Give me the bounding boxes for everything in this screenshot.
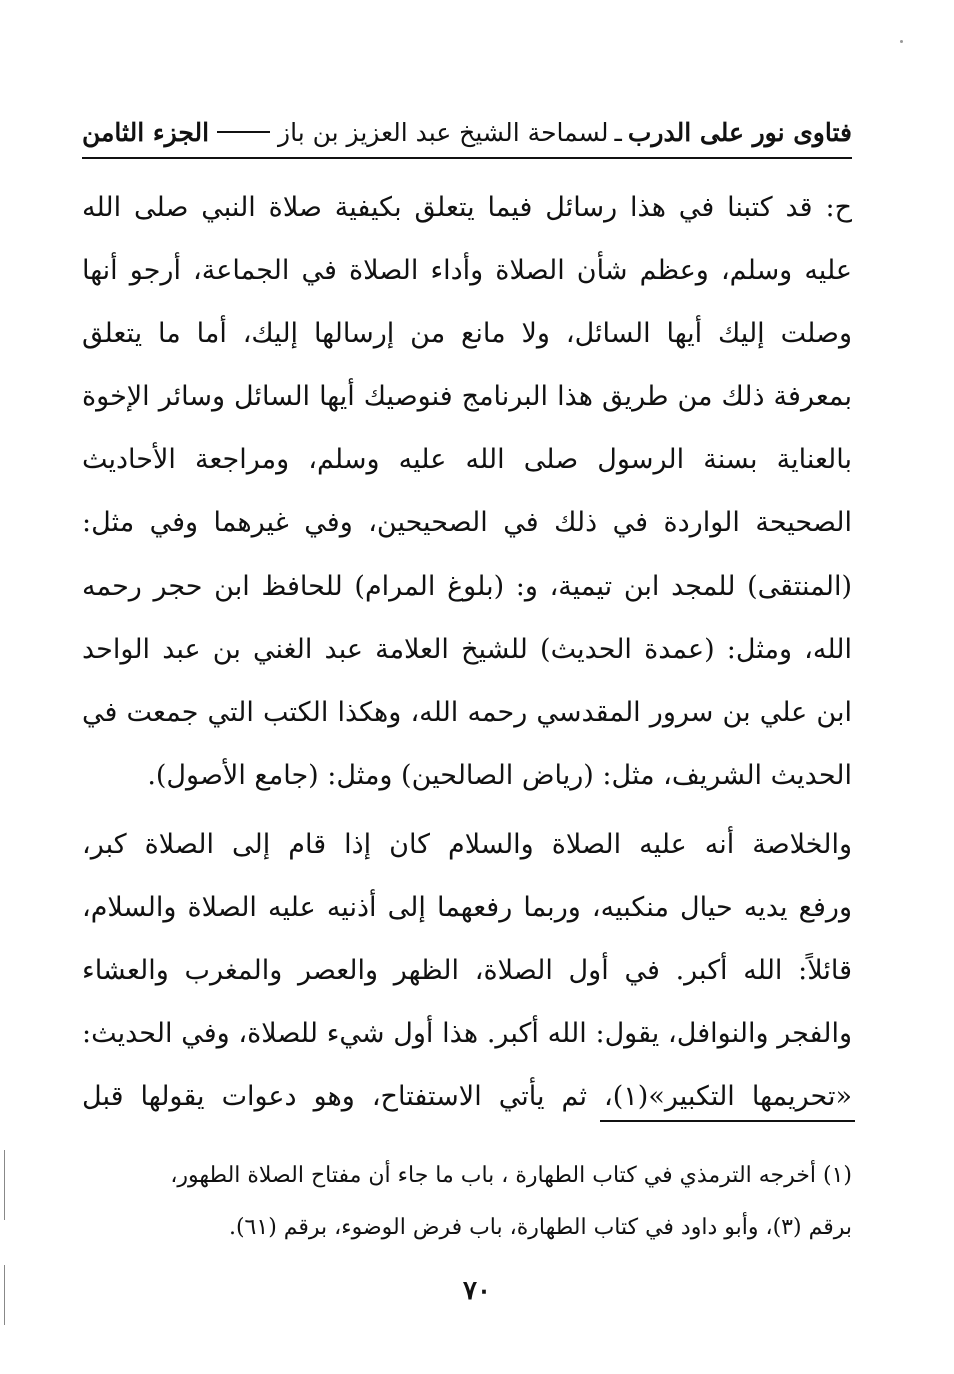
text-line: قائلاً: الله أكبر. في أول الصلاة، الظهر والعصر والمغرب والعشاء — [82, 955, 852, 987]
page-number: ٧٠ — [463, 1276, 491, 1306]
text-line: والفجر والنوافل، يقول: الله أكبر. هذا أول شيء للصلاة، وفي الحديث: — [82, 1018, 852, 1050]
header-book-title: فتاوى نور على الدرب — [627, 117, 852, 147]
running-header — [82, 112, 852, 152]
main-text — [82, 176, 852, 1128]
text-line: «تحريمها التكبير»(١)، ثم يأتي الاستفتاح، وهو دعوات يقولها قبل — [82, 1081, 852, 1113]
text-line: الحديث الشريف، مثل: (رياض الصالحين) ومثل: (جامع الأصول). — [147, 759, 852, 791]
text-line: الله، ومثل: (عمدة الحديث) للشيخ العلامة عبد الغني بن عبد الواحد — [82, 633, 852, 665]
text-line: بالعناية بسنة الرسول صلى الله عليه وسلم، ومراجعة الأحاديث — [82, 444, 852, 476]
header-author: لسماحة الشيخ عبد العزيز بن باز — [278, 117, 609, 147]
text-line: وصلت إليك أيها السائل، ولا مانع من إرسالها إليك، أما ما يتعلق — [82, 318, 852, 350]
text-line: عليه وسلم، وعظم شأن الصلاة وأداء الصلاة في الجماعة، أرجو أنها — [82, 255, 852, 287]
footnote-separator — [600, 1120, 855, 1122]
text-line: ورفع يديه حيال منكبيه، وربما رفعهما إلى أذنيه عليه الصلاة والسلام، — [82, 892, 852, 924]
footnote-line: برقم (٣)، وأبو داود في كتاب الطهارة، باب فرض الوضوء، برقم (٦١). — [228, 1215, 852, 1240]
header-part: الجزء الثامن — [82, 117, 210, 147]
text-line: والخلاصة أنه عليه الصلاة والسلام كان إذا قام إلى الصلاة كبر، — [82, 828, 852, 860]
footnote-line: (١) أخرجه الترمذي في كتاب الطهارة ، باب ما جاء أن مفتاح الصلاة الطهور، — [170, 1163, 852, 1188]
text-line: (المنتقى) للمجد ابن تيمية، و: (بلوغ المرام) للحافظ ابن حجر رحمه — [82, 570, 852, 602]
footnotes — [82, 1150, 852, 1254]
scan-speck — [900, 40, 903, 43]
header-rule — [82, 157, 852, 159]
text-line: الصحيحة الواردة في ذلك في الصحيحين، وفي غيرهما وفي مثل: — [82, 507, 852, 539]
text-line: بمعرفة ذلك من طريق هذا البرنامج فنوصيك أيها السائل وسائر الإخوة — [82, 381, 852, 413]
text-line: ح: قد كتبنا في هذا رسائل فيما يتعلق بكيفية صلاة النبي صلى الله — [82, 192, 852, 223]
text-line: ابن علي بن سرور المقدسي رحمه الله، وهكذا الكتب التي جمعت في — [82, 696, 852, 728]
margin-mark — [4, 1150, 5, 1220]
header-line — [217, 131, 270, 133]
header-dash: ـ — [614, 117, 622, 147]
